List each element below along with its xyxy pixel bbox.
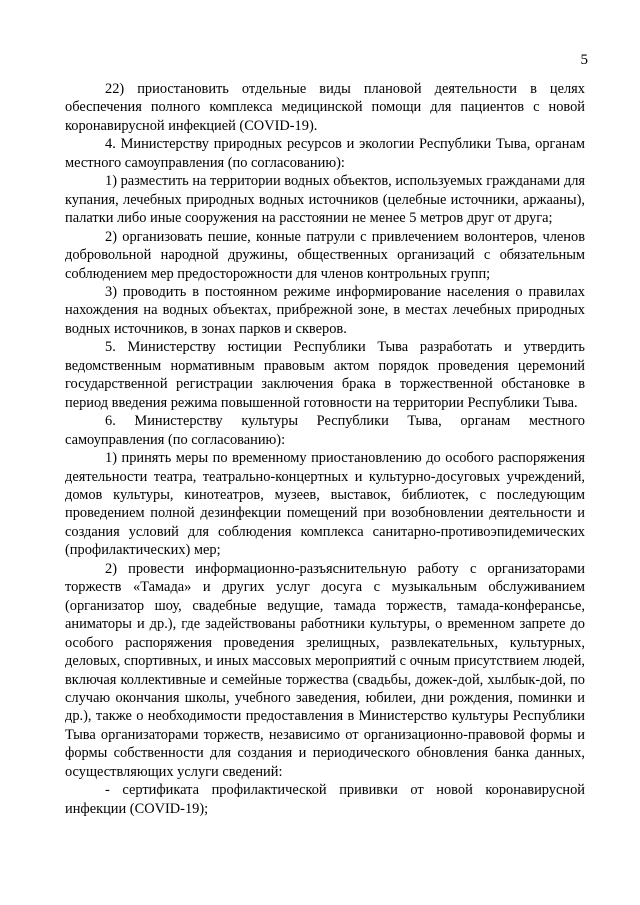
paragraph-section-5: 5. Министерству юстиции Республики Тыва разработать и утвердить ведомственным нормативным правовым актом порядок проведения церемоний государственной регистрации заключения брака в торжественной обстановке в период введения режима повышенной готовности на территории Республики Тыва.	[65, 339, 585, 411]
paragraph-section-6-item-2: 2) провести информационно-разъяснительную работу с организаторами торжеств «Тамада» и других услуг досуга с музыкальным обслуживанием (организатор шоу, свадебные ведущие, тамада торжеств, тамада-конферансье, аниматоры и др.), где задействованы работники культуры, о временном запрете до особого распоряжения проведения зрелищных, развлекательных, культурных, деловых, спортивных, и иных массовых мероприятий с очным присутствием людей, включая коллективные и семейные торжества (свадьбы, дожек-дой, хылбык-дой, по случаю окончания школы, учебного заведения, юбилеи, дни рождения, поминки и др.), также о необходимости предоставления в Министерство культуры Республики Тыва организаторами торжеств, независимо от организационно-правовой формы и формы собственности для создания и периодического обновления банка данных, осуществляющих услуги сведений:	[65, 560, 585, 780]
page-number: 5	[580, 52, 588, 68]
paragraph-section-6-item-1: 1) принять меры по временному приостановлению до особого распоряжения деятельности театра, театрально-концертных и культурно-досуговых учреждений, домов культуры, кинотеатров, музеев, выставок, библиотек, с последующим проведением полной дезинфекции помещений при возобновлении деятельности и создания условий для соблюдения комплекса санитарно-противоэпидемических (профилактических) мер;	[65, 450, 585, 559]
paragraph-item-22: 22) приостановить отдельные виды плановой деятельности в целях обеспечения полного комплекса медицинской помощи для пациентов с новой коронавирусной инфекцией (COVID-19).	[65, 81, 585, 134]
paragraph-section-4-item-2: 2) организовать пешие, конные патрули с привлечением волонтеров, членов добровольной народной дружины, общественных организаций с обязательным соблюдением мер предосторожности для членов контрольных групп;	[65, 228, 585, 282]
document-body	[65, 80, 585, 818]
paragraph-section-4-item-3: 3) проводить в постоянном режиме информирование населения о правилах нахождения на водных объектах, прибрежной зоне, в местах лечебных природных водных источников, в зонах парков и скверов.	[65, 283, 585, 337]
paragraph-section-6: 6. Министерству культуры Республики Тыва, органам местного самоуправления (по согласованию):	[65, 413, 585, 448]
paragraph-section-4: 4. Министерству природных ресурсов и экологии Республики Тыва, органам местного самоуправления (по согласованию):	[65, 136, 585, 171]
paragraph-section-4-item-1: 1) разместить на территории водных объектов, используемых гражданами для купания, лечебных природных водных источников (целебные источники, аржааны), палатки либо иные сооружения на расстоянии не менее 5 метров друг от друга;	[65, 173, 585, 227]
paragraph-dash-item: - сертификата профилактической прививки от новой коронавирусной инфекции (COVID-19);	[65, 782, 585, 817]
